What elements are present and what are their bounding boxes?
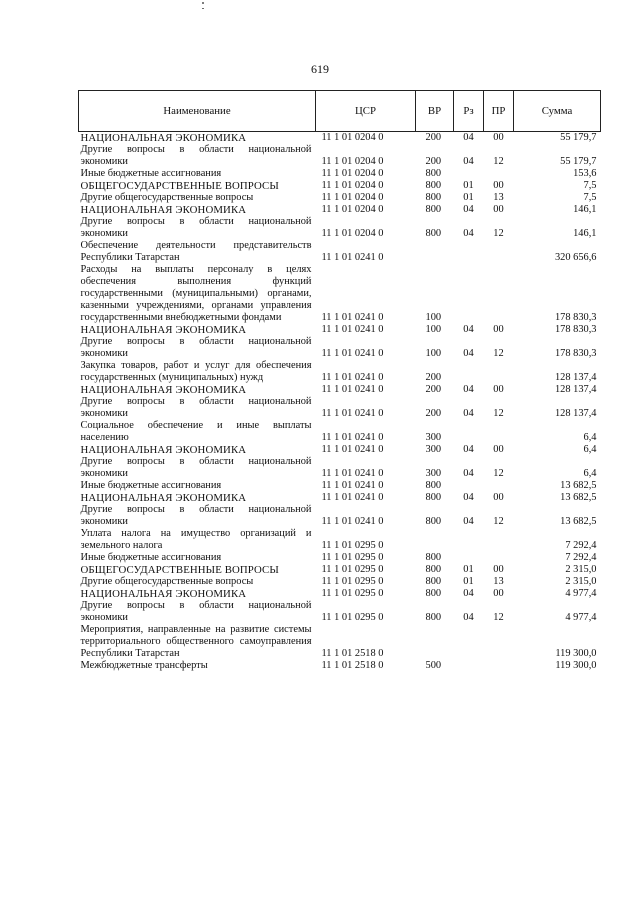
cell-vr <box>416 528 454 552</box>
cell-rz: 04 <box>463 492 474 503</box>
cell-pr <box>484 264 514 324</box>
cell-rz: 04 <box>463 132 474 143</box>
table-row <box>79 552 601 564</box>
cell-code: 11 1 01 0241 0 <box>321 492 384 503</box>
cell-vr: 200 <box>425 408 442 419</box>
cell-vr: 800 <box>425 192 442 203</box>
cell-sum: 128 137,4 <box>554 384 597 395</box>
cell-vr: 800 <box>425 552 442 563</box>
cell-vr: 800 <box>425 612 442 623</box>
cell-pr <box>484 624 514 660</box>
cell-name: Иные бюджетные ассигнования <box>80 480 222 491</box>
cell-vr: 100 <box>425 312 442 323</box>
cell-vr: 500 <box>425 660 442 671</box>
table-row <box>79 192 601 204</box>
cell-code: 11 1 01 0295 0 <box>321 540 384 551</box>
cell-sum: 2 315,0 <box>565 576 597 587</box>
cell-pr: 12 <box>493 468 504 479</box>
cell-vr: 200 <box>425 156 442 167</box>
cell-name: Уплата налога на имущество организаций и земельного налога <box>80 528 312 551</box>
cell-rz <box>454 264 484 324</box>
cell-code: 11 1 01 0295 0 <box>321 588 384 599</box>
cell-name: НАЦИОНАЛЬНАЯ ЭКОНОМИКА <box>80 492 247 504</box>
table-row <box>79 204 601 216</box>
cell-code: 11 1 01 0241 0 <box>321 372 384 383</box>
cell-name: Иные бюджетные ассигнования <box>80 168 222 179</box>
cell-name: Иные бюджетные ассигнования <box>80 552 222 563</box>
cell-code: 11 1 01 0204 0 <box>321 168 384 179</box>
cell-code: 11 1 01 2518 0 <box>321 660 384 671</box>
table-row <box>79 564 601 576</box>
cell-vr <box>416 240 454 264</box>
table-row <box>79 324 601 336</box>
cell-code: 11 1 01 0241 0 <box>321 348 384 359</box>
table-row <box>79 444 601 456</box>
cell-rz: 04 <box>463 468 474 479</box>
table-row <box>79 216 601 240</box>
header-code: ЦСР <box>316 91 416 132</box>
scan-speck <box>202 2 204 4</box>
header-name: Наименование <box>79 91 316 132</box>
cell-code: 11 1 01 0241 0 <box>321 252 384 263</box>
cell-pr: 00 <box>493 492 504 503</box>
cell-pr: 12 <box>493 408 504 419</box>
cell-code: 11 1 01 0241 0 <box>321 444 384 455</box>
cell-name: Другие вопросы в области национальной экономики <box>80 456 312 479</box>
scan-speck <box>202 8 204 9</box>
cell-sum: 13 682,5 <box>560 480 597 491</box>
cell-rz: 01 <box>463 192 474 203</box>
cell-vr: 800 <box>425 516 442 527</box>
table-row <box>79 492 601 504</box>
cell-name: НАЦИОНАЛЬНАЯ ЭКОНОМИКА <box>80 204 247 216</box>
cell-rz: 04 <box>463 588 474 599</box>
cell-vr: 200 <box>425 132 442 143</box>
table-row <box>79 420 601 444</box>
cell-pr: 00 <box>493 588 504 599</box>
cell-rz: 04 <box>463 384 474 395</box>
cell-name: Социальное обеспечение и иные выплаты населению <box>80 420 312 443</box>
cell-name: Другие вопросы в области национальной экономики <box>80 600 312 623</box>
cell-pr: 12 <box>493 612 504 623</box>
cell-code: 11 1 01 0241 0 <box>321 480 384 491</box>
cell-name: Другие вопросы в области национальной экономики <box>80 216 312 239</box>
cell-code: 11 1 01 0241 0 <box>321 384 384 395</box>
cell-name: Мероприятия, направленные на развитие системы территориального общественного самоуправления Республики Татарстан <box>80 624 312 659</box>
table-row <box>79 480 601 492</box>
cell-rz: 04 <box>463 156 474 167</box>
cell-sum: 7,5 <box>583 192 597 203</box>
cell-vr: 800 <box>425 168 442 179</box>
cell-code: 11 1 01 0204 0 <box>321 132 384 143</box>
table-row <box>79 396 601 420</box>
cell-sum: 119 300,0 <box>555 660 597 671</box>
table-row <box>79 624 601 660</box>
cell-rz: 04 <box>463 408 474 419</box>
cell-name: Расходы на выплаты персоналу в целях обеспечения выполнения функций государственными (муниципальными) органами, казенными учреждениями, органами управления государственными внебюджетными фондами <box>80 264 312 323</box>
cell-sum: 128 137,4 <box>554 372 597 383</box>
cell-pr <box>484 240 514 264</box>
cell-pr: 00 <box>493 132 504 143</box>
cell-name: Межбюджетные трансферты <box>80 660 208 671</box>
cell-pr <box>484 528 514 552</box>
cell-pr: 13 <box>493 576 504 587</box>
cell-code: 11 1 01 0295 0 <box>321 576 384 587</box>
cell-name: НАЦИОНАЛЬНАЯ ЭКОНОМИКА <box>80 588 247 600</box>
page-number: 619 <box>311 62 329 76</box>
header-sum: Сумма <box>514 91 601 132</box>
cell-vr: 200 <box>425 384 442 395</box>
cell-pr: 12 <box>493 348 504 359</box>
cell-rz: 01 <box>463 180 474 191</box>
cell-vr: 300 <box>425 444 442 455</box>
cell-vr: 800 <box>425 180 442 191</box>
cell-code: 11 1 01 0241 0 <box>321 516 384 527</box>
cell-name: НАЦИОНАЛЬНАЯ ЭКОНОМИКА <box>80 324 247 336</box>
cell-sum: 13 682,5 <box>560 492 597 503</box>
cell-vr: 800 <box>425 492 442 503</box>
cell-name: НАЦИОНАЛЬНАЯ ЭКОНОМИКА <box>80 132 247 144</box>
cell-rz: 04 <box>463 348 474 359</box>
cell-rz: 04 <box>463 228 474 239</box>
table-row <box>79 384 601 396</box>
cell-sum: 320 656,6 <box>554 252 597 263</box>
cell-vr: 800 <box>425 204 442 215</box>
cell-rz <box>454 168 484 180</box>
cell-rz <box>454 420 484 444</box>
cell-rz <box>454 528 484 552</box>
cell-code: 11 1 01 0204 0 <box>321 180 384 191</box>
cell-sum: 6,4 <box>583 444 597 455</box>
header-vr: ВР <box>416 91 454 132</box>
cell-vr: 300 <box>425 432 442 443</box>
cell-rz <box>454 552 484 564</box>
cell-name: Другие общегосударственные вопросы <box>80 192 254 203</box>
table-row <box>79 336 601 360</box>
cell-sum: 146,1 <box>573 228 597 239</box>
cell-sum: 178 830,3 <box>554 348 597 359</box>
cell-code: 11 1 01 0295 0 <box>321 564 384 575</box>
budget-table-sheet <box>78 90 600 672</box>
cell-sum: 153,6 <box>573 168 597 179</box>
table-row <box>79 456 601 480</box>
cell-vr: 100 <box>425 348 442 359</box>
cell-code: 11 1 01 0204 0 <box>321 204 384 215</box>
cell-rz <box>454 360 484 384</box>
cell-name: Другие вопросы в области национальной экономики <box>80 336 312 359</box>
cell-sum: 128 137,4 <box>554 408 597 419</box>
cell-pr: 00 <box>493 204 504 215</box>
cell-vr: 800 <box>425 480 442 491</box>
cell-name: НАЦИОНАЛЬНАЯ ЭКОНОМИКА <box>80 444 247 456</box>
cell-pr: 12 <box>493 516 504 527</box>
cell-sum: 7 292,4 <box>565 540 597 551</box>
cell-code: 11 1 01 0204 0 <box>321 228 384 239</box>
cell-sum: 178 830,3 <box>554 324 597 335</box>
cell-name: Закупка товаров, работ и услуг для обеспечения государственных (муниципальных) нужд <box>80 360 312 383</box>
cell-name: Другие общегосударственные вопросы <box>80 576 254 587</box>
cell-rz: 04 <box>463 612 474 623</box>
cell-sum: 2 315,0 <box>565 564 597 575</box>
cell-vr: 800 <box>425 564 442 575</box>
cell-pr: 13 <box>493 192 504 203</box>
table-row <box>79 180 601 192</box>
cell-code: 11 1 01 0241 0 <box>321 408 384 419</box>
cell-vr: 800 <box>425 588 442 599</box>
cell-sum: 6,4 <box>583 468 597 479</box>
cell-name: Обеспечение деятельности представительств Республики Татарстан <box>80 240 312 263</box>
cell-code: 11 1 01 0241 0 <box>321 324 384 335</box>
cell-pr: 00 <box>493 444 504 455</box>
table-body <box>79 132 601 673</box>
table-row <box>79 504 601 528</box>
cell-sum: 178 830,3 <box>554 312 597 323</box>
cell-sum: 4 977,4 <box>565 612 597 623</box>
cell-rz: 04 <box>463 204 474 215</box>
cell-vr: 800 <box>425 576 442 587</box>
table-row <box>79 264 601 324</box>
cell-code: 11 1 01 0204 0 <box>321 192 384 203</box>
cell-code: 11 1 01 0295 0 <box>321 552 384 563</box>
table-header <box>79 91 601 132</box>
cell-pr: 00 <box>493 384 504 395</box>
table-row <box>79 528 601 552</box>
cell-sum: 119 300,0 <box>555 648 597 659</box>
cell-pr: 12 <box>493 228 504 239</box>
cell-pr: 00 <box>493 564 504 575</box>
cell-code: 11 1 01 0241 0 <box>321 468 384 479</box>
cell-pr <box>484 660 514 672</box>
cell-vr <box>416 624 454 660</box>
cell-vr: 200 <box>425 372 442 383</box>
cell-code: 11 1 01 0295 0 <box>321 612 384 623</box>
cell-pr <box>484 168 514 180</box>
table-row <box>79 240 601 264</box>
cell-code: 11 1 01 0241 0 <box>321 312 384 323</box>
cell-sum: 7 292,4 <box>565 552 597 563</box>
cell-code: 11 1 01 0204 0 <box>321 156 384 167</box>
table-row <box>79 144 601 168</box>
header-rz: Рз <box>454 91 484 132</box>
cell-sum: 146,1 <box>573 204 597 215</box>
cell-vr: 100 <box>425 324 442 335</box>
cell-sum: 13 682,5 <box>560 516 597 527</box>
table-row <box>79 660 601 672</box>
cell-pr: 12 <box>493 156 504 167</box>
cell-rz: 01 <box>463 564 474 575</box>
table-row <box>79 168 601 180</box>
header-pr: ПР <box>484 91 514 132</box>
cell-vr: 800 <box>425 228 442 239</box>
cell-pr: 00 <box>493 180 504 191</box>
cell-name: Другие вопросы в области национальной экономики <box>80 504 312 527</box>
cell-rz: 01 <box>463 576 474 587</box>
table-row <box>79 132 601 145</box>
cell-rz: 04 <box>463 324 474 335</box>
cell-code: 11 1 01 2518 0 <box>321 648 384 659</box>
table-row <box>79 576 601 588</box>
cell-sum: 4 977,4 <box>565 588 597 599</box>
cell-sum: 6,4 <box>583 432 597 443</box>
cell-pr <box>484 552 514 564</box>
cell-sum: 55 179,7 <box>560 132 597 143</box>
cell-pr <box>484 480 514 492</box>
cell-rz: 04 <box>463 444 474 455</box>
cell-sum: 55 179,7 <box>560 156 597 167</box>
cell-name: ОБЩЕГОСУДАРСТВЕННЫЕ ВОПРОСЫ <box>80 180 279 192</box>
cell-name: Другие вопросы в области национальной экономики <box>80 396 312 419</box>
cell-rz <box>454 660 484 672</box>
cell-name: НАЦИОНАЛЬНАЯ ЭКОНОМИКА <box>80 384 247 396</box>
cell-pr <box>484 360 514 384</box>
table-row <box>79 588 601 600</box>
cell-code: 11 1 01 0241 0 <box>321 432 384 443</box>
cell-rz <box>454 624 484 660</box>
cell-name: ОБЩЕГОСУДАРСТВЕННЫЕ ВОПРОСЫ <box>80 564 279 576</box>
cell-name: Другие вопросы в области национальной экономики <box>80 144 312 167</box>
budget-table <box>78 90 601 672</box>
cell-rz: 04 <box>463 516 474 527</box>
cell-vr: 300 <box>425 468 442 479</box>
table-row <box>79 600 601 624</box>
cell-rz <box>454 240 484 264</box>
cell-pr: 00 <box>493 324 504 335</box>
cell-pr <box>484 420 514 444</box>
cell-rz <box>454 480 484 492</box>
cell-sum: 7,5 <box>583 180 597 191</box>
table-row <box>79 360 601 384</box>
